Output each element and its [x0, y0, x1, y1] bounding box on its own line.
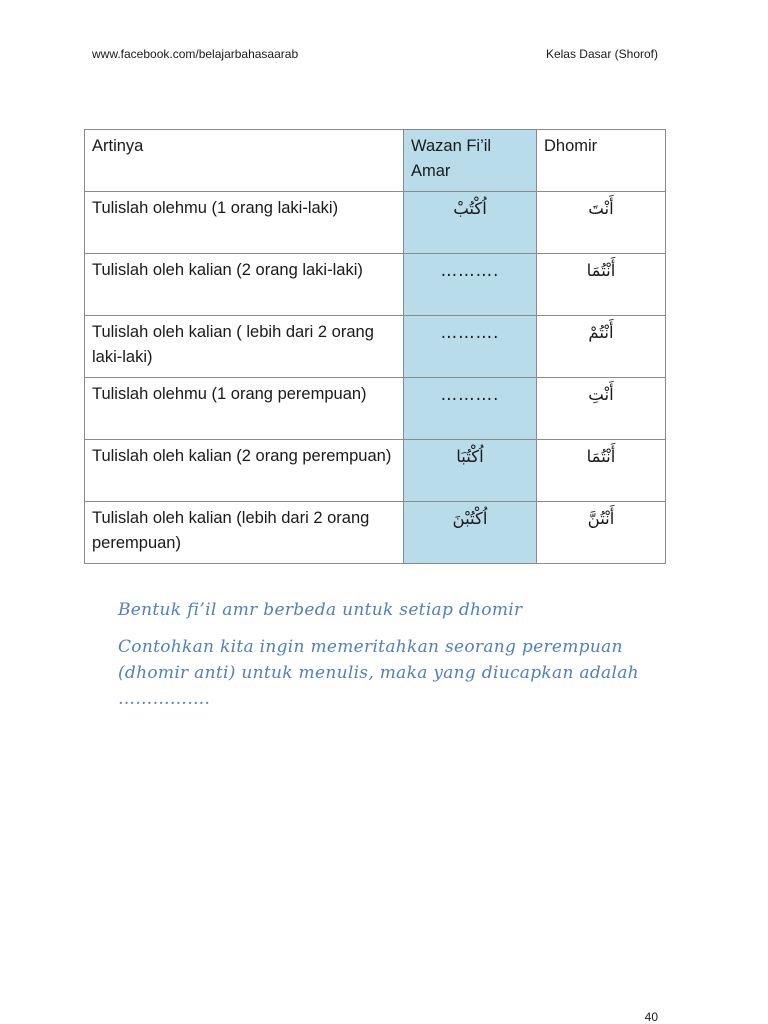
header-url: www.facebook.com/belajarbahasaarab	[92, 47, 299, 61]
exercise-prompt: Contohkan kita ingin memeritahkan seorang perempuan (dhomir anti) untuk menulis, maka yang diucapkan adalah …………….	[118, 637, 639, 709]
meaning-cell: Tulislah oleh kalian (2 orang laki-laki)	[85, 254, 404, 316]
amr-conjugation-table	[84, 129, 666, 564]
dhomir-cell: أَنْتُمَا	[537, 254, 666, 316]
meaning-cell: Tulislah olehmu (1 orang perempuan)	[85, 378, 404, 440]
table-row	[85, 192, 666, 254]
dhomir-cell: أَنْتُمْ	[537, 316, 666, 378]
meaning-cell: Tulislah oleh kalian (lebih dari 2 orang perempuan)	[85, 502, 404, 564]
header-course-title: Kelas Dasar (Shorof)	[545, 47, 658, 61]
column-header-dhomir: Dhomir	[537, 130, 666, 192]
column-header-wazan: Wazan Fi’il Amar	[404, 130, 537, 192]
wazan-blank-cell: ……….	[404, 316, 537, 378]
wazan-blank-cell: ……….	[404, 378, 537, 440]
dhomir-cell: أَنْتِ	[537, 378, 666, 440]
dhomir-cell: أَنْتُنَّ	[537, 502, 666, 564]
page-number: 40	[644, 1010, 658, 1024]
wazan-cell: اُكْتُبَا	[404, 440, 537, 502]
wazan-cell: اُكْتُبْنَ	[404, 502, 537, 564]
explanation-note: Bentuk fi’il amr berbeda untuk setiap dhomir	[118, 600, 523, 620]
dhomir-cell: أَنْتُمَا	[537, 440, 666, 502]
dhomir-cell: أَنْتَ	[537, 192, 666, 254]
table-row	[85, 502, 666, 564]
table-header-row	[85, 130, 666, 192]
table-row	[85, 254, 666, 316]
wazan-cell: اُكْتُبْ	[404, 192, 537, 254]
meaning-cell: Tulislah oleh kalian ( lebih dari 2 orang laki-laki)	[85, 316, 404, 378]
meaning-cell: Tulislah oleh kalian (2 orang perempuan)	[85, 440, 404, 502]
table-row	[85, 316, 666, 378]
column-header-artinya: Artinya	[85, 130, 404, 192]
table-row	[85, 378, 666, 440]
meaning-cell: Tulislah olehmu (1 orang laki-laki)	[85, 192, 404, 254]
wazan-blank-cell: ……….	[404, 254, 537, 316]
table-row	[85, 440, 666, 502]
